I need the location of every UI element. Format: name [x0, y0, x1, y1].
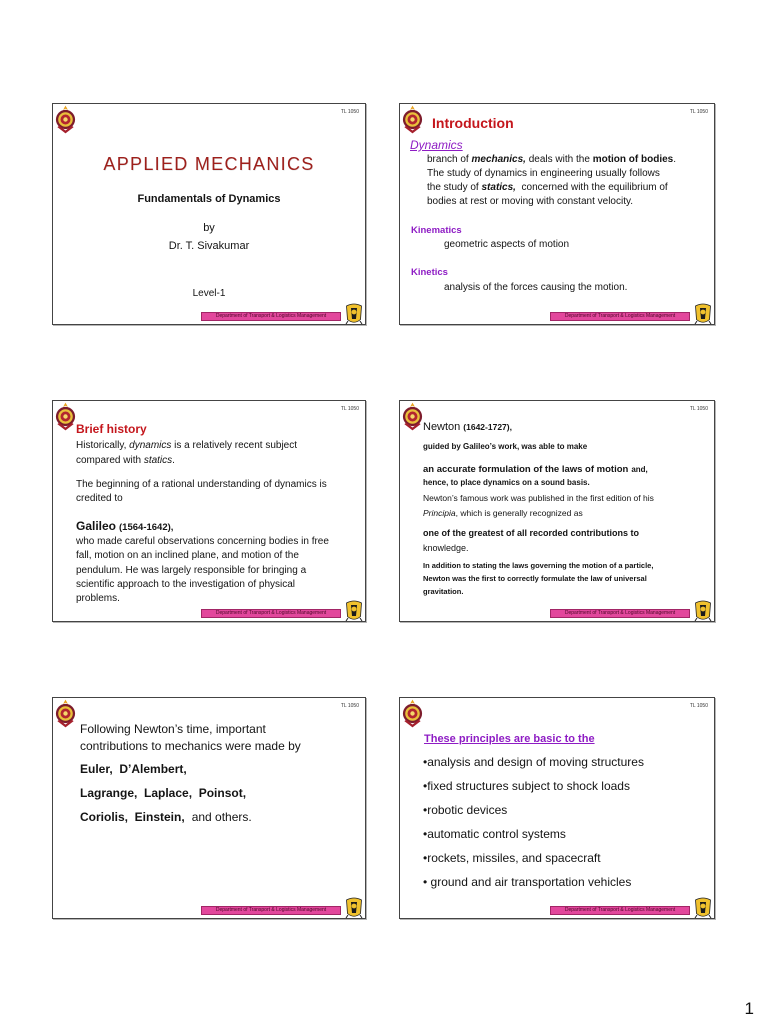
text-line: The beginning of a rational understanding of dynamics is: [76, 479, 327, 490]
author-name: Dr. T. Sivakumar: [168, 240, 250, 252]
university-emblem-icon: [401, 402, 424, 431]
greatest-contribution-line: one of the greatest of all recorded contributions to: [423, 528, 640, 538]
department-emblem-icon: [344, 897, 364, 919]
history-credit: [76, 478, 327, 506]
definition-line: The study of dynamics in engineering usually follows: [427, 168, 660, 179]
university-emblem-icon: [54, 402, 77, 431]
university-emblem-icon: [401, 699, 424, 728]
emphasis-mechanics: mechanics,: [471, 154, 526, 165]
kinematics-definition: geometric aspects of motion: [444, 239, 570, 250]
term-kinetics: Kinetics: [411, 267, 448, 278]
text-segment: deals with the: [525, 154, 593, 165]
text-line: [76, 438, 297, 453]
gravitation-paragraph: [423, 559, 653, 598]
text-segment: branch of: [427, 154, 472, 165]
list-item: • ground and air transportation vehicles: [423, 875, 632, 889]
term-dynamics: Dynamics: [410, 138, 463, 152]
laws-of-motion-text: an accurate formulation of the laws of motion: [423, 464, 629, 475]
contributor-names: Euler, D’Alembert,: [80, 762, 187, 776]
department-emblem-icon: [693, 303, 713, 325]
newton-heading: [423, 419, 512, 434]
text-line: pendulum. He was largely responsible for bringing a: [76, 564, 307, 576]
greatest-contribution-line: knowledge.: [423, 543, 469, 553]
university-emblem-icon: [401, 105, 424, 134]
text-segment: .: [673, 154, 677, 165]
principia-intro-line: Newton’s famous work was published in the first edition of his: [423, 493, 654, 503]
galileo-years: (1564-1642),: [119, 522, 174, 533]
text-line: credited to: [76, 493, 123, 504]
text-line: gravitation.: [423, 586, 464, 596]
slide-4: [399, 400, 715, 622]
list-item: •analysis and design of moving structures: [423, 755, 644, 769]
formulation-tail: and,: [631, 465, 648, 474]
contributors-intro: Following Newton’s time, important: [80, 722, 266, 736]
footer-department: Department of Transport & Logistics Management: [550, 906, 690, 915]
history-intro: [76, 438, 297, 468]
slide-subtitle: Fundamentals of Dynamics: [137, 193, 281, 205]
text-line: In addition to stating the laws governing the motion of a particle,: [423, 560, 654, 570]
slide-heading: These principles are basic to the: [424, 733, 595, 745]
text-segment: compared with: [76, 455, 144, 466]
dynamics-definition: [427, 153, 676, 209]
definition-line: [427, 181, 676, 195]
slide-6: [399, 697, 715, 919]
galileo-heading: [76, 518, 173, 536]
emphasis-statics: statics: [143, 455, 173, 466]
text-segment: , which is generally recognized as: [455, 508, 583, 518]
text-line: Newton was the first to correctly formulate the law of universal: [423, 573, 647, 583]
list-item: •fixed structures subject to shock loads: [423, 779, 630, 793]
slide-title: APPLIED MECHANICS: [103, 154, 315, 174]
newton-name: Newton: [423, 421, 461, 433]
text-segment: .: [172, 455, 175, 466]
definition-line: bodies at rest or moving with constant velocity.: [427, 196, 634, 207]
text-segment: and others.: [191, 810, 252, 824]
principia-line: [423, 508, 583, 519]
course-code: TL 1050: [340, 703, 359, 709]
newton-hence-line: hence, to place dynamics on a sound basis.: [423, 478, 590, 487]
level-label: Level-1: [192, 288, 226, 299]
emphasis-motion-of-bodies: motion of bodies: [592, 154, 674, 165]
course-code: TL 1050: [340, 109, 359, 115]
list-item: •automatic control systems: [423, 827, 566, 841]
galileo-name: Galileo: [76, 519, 117, 533]
text-segment: is a relatively recent subject: [171, 440, 298, 451]
department-emblem-icon: [344, 303, 364, 325]
course-code: TL 1050: [340, 406, 359, 412]
footer-department: Department of Transport & Logistics Management: [550, 609, 690, 618]
department-emblem-icon: [344, 600, 364, 622]
slide-heading: Brief history: [76, 422, 147, 436]
footer-department: Department of Transport & Logistics Management: [201, 906, 341, 915]
slide-5: [52, 697, 366, 919]
slide-3: [52, 400, 366, 622]
text-segment: the study of: [427, 182, 482, 193]
university-emblem-icon: [54, 105, 77, 134]
by-label: by: [203, 222, 215, 234]
text-segment: Coriolis, Einstein,: [80, 810, 185, 824]
principia-title: Principia: [423, 508, 456, 518]
emphasis-statics: statics,: [481, 182, 516, 193]
list-item: •rockets, missiles, and spacecraft: [423, 851, 601, 865]
text-line: problems.: [76, 593, 120, 604]
footer-department: Department of Transport & Logistics Management: [550, 312, 690, 321]
contributors-intro: contributions to mechanics were made by: [80, 739, 301, 753]
newton-guided-line: guided by Galileo’s work, was able to make: [423, 442, 588, 451]
galileo-paragraph: [76, 535, 329, 606]
text-segment: Historically,: [76, 440, 130, 451]
footer-department: Department of Transport & Logistics Management: [201, 312, 341, 321]
text-line: who made careful observations concerning bodies in free: [76, 536, 329, 547]
emphasis-dynamics: dynamics: [129, 440, 172, 451]
contributor-names: Lagrange, Laplace, Poinsot,: [80, 786, 247, 800]
page-number: 1: [744, 999, 754, 1018]
department-emblem-icon: [693, 897, 713, 919]
kinetics-definition: analysis of the forces causing the motion.: [444, 282, 628, 293]
text-line: fall, motion on an inclined plane, and motion of the: [76, 550, 299, 562]
newton-formulation-line: [423, 461, 648, 476]
definition-line: [427, 153, 676, 167]
text-segment: concerned with the equilibrium of: [515, 182, 668, 193]
course-code: TL 1050: [689, 703, 708, 709]
text-line: scientific approach to the investigation of physical: [76, 578, 296, 590]
list-item: •robotic devices: [423, 803, 508, 817]
university-emblem-icon: [54, 699, 77, 728]
slide-heading: Introduction: [432, 115, 514, 131]
term-kinematics: Kinematics: [411, 225, 462, 236]
contributor-names: [80, 810, 252, 824]
course-code: TL 1050: [689, 406, 708, 412]
slide-1: [52, 103, 366, 325]
text-line: [76, 453, 297, 468]
slide-2: [399, 103, 715, 325]
newton-years: (1642-1727),: [463, 422, 512, 432]
course-code: TL 1050: [689, 109, 708, 115]
footer-department: Department of Transport & Logistics Management: [201, 609, 341, 618]
department-emblem-icon: [693, 600, 713, 622]
